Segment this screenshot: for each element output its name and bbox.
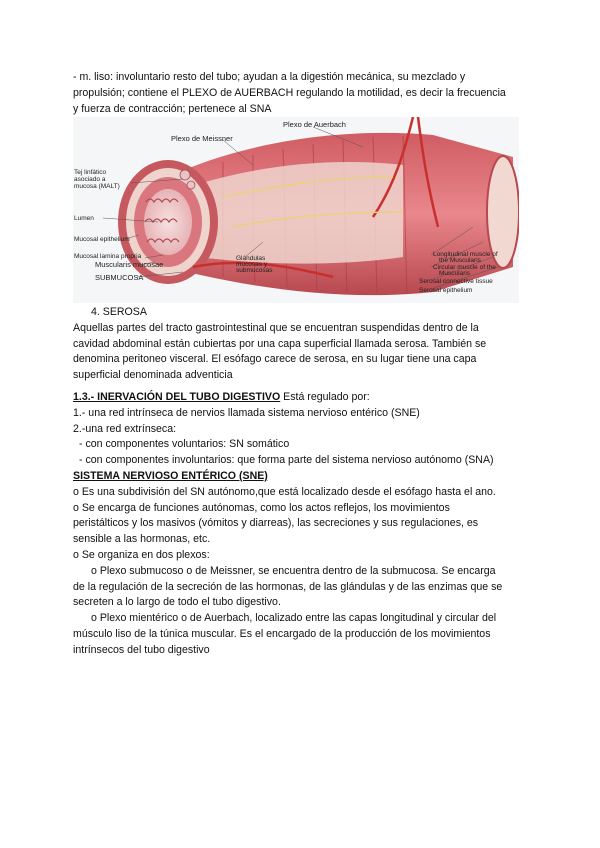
label-glandulas-3: submucosas [236, 267, 273, 274]
list-item: - con componentes involuntarios: que forma parte del sistema nervioso autónomo (SNA) [79, 454, 494, 467]
label-auerbach: Plexo de Auerbach [283, 120, 346, 129]
label-submucosa: SUBMUCOSA [95, 273, 144, 282]
heading-tail: Está regulado por: [280, 391, 370, 403]
label-mucosal-epithelium: Mucosal epithelium [74, 236, 130, 243]
text-line: peristálticos y los masivos (vómitos y diarreas), las secreciones y sus regulaciones, es [73, 517, 479, 530]
text-line: denomina peritoneo visceral. El esófago carece de serosa, en su lugar tiene una capa [73, 353, 477, 366]
list-item: 2.-una red extrínseca: [73, 422, 177, 435]
list-item: 1.- una red intrínseca de nervios llamada sistema nervioso entérico (SNE) [73, 406, 420, 419]
text-line: o Es una subdivisión del SN autónomo,que está localizado desde el esófago hasta el ano. [73, 485, 496, 498]
label-lumen: Lumen [74, 215, 94, 222]
section-heading: 4. SEROSA [91, 306, 147, 318]
text-line: de la regulación de la secreción de las hormonas, de las glándulas y de las enzimas que se [73, 580, 503, 593]
label-muscularis-mucosae: Muscularis mucosae [95, 260, 164, 269]
list-item: - con componentes voluntarios: SN somático [79, 438, 290, 451]
text-line: propulsión; contiene el PLEXO de AUERBACH regulando la motilidad, es decir la frecuencia [73, 86, 506, 99]
label-lamina-propria: Mucosal lamina propria [74, 253, 142, 260]
text-line: y fuerza de contracción; pertenece al SNA [73, 102, 272, 115]
section-heading: 1.3.- INERVACIÓN DEL TUBO DIGESTIVO [73, 391, 281, 403]
innervation-section [73, 390, 533, 659]
text-line: músculo liso de la túnica muscular. Es el encargado de la producción de los movimientos [73, 627, 491, 640]
label-circular-2: Muscularis [439, 270, 471, 277]
label-malt-2: asociado a [74, 176, 106, 183]
label-malt-3: mucosa (MALT) [74, 183, 120, 190]
label-glandulas-2: mucosas y [236, 261, 268, 268]
text-line: o Se organiza en dos plexos: [73, 548, 210, 561]
text-line: cavidad abdominal están cubiertas por una capa superficial llamada serosa. También se [73, 337, 487, 350]
text-line: intrínsecos del tubo digestivo [73, 643, 210, 656]
serosa-section [73, 305, 533, 384]
sne-heading-line [73, 469, 533, 485]
section-heading: SISTEMA NERVIOSO ENTÉRICO (SNE) [73, 469, 268, 482]
label-circular-1: Circular muscle of the [433, 264, 496, 271]
text-line: secreten a lo largo de todo el tubo digestivo. [73, 596, 281, 609]
text-line: Aquellas partes del tracto gastrointestinal que se encuentran suspendidas dentro de la [73, 321, 479, 334]
text-line: o Se encarga de funciones autónomas, como los actos reflejos, los movimientos [73, 501, 450, 514]
label-meissner: Plexo de Meissner [171, 134, 233, 143]
digestive-tube-illustration [73, 117, 519, 303]
text-line: - m. liso: involuntario resto del tubo; ayudan a la digestión mecánica, su mezclado y [73, 71, 466, 83]
label-longitudinal-2: the Muscularis [439, 257, 481, 264]
innervation-heading-line [73, 390, 533, 406]
label-glandulas-1: Glándulas [236, 255, 266, 262]
label-malt-1: Tej linfático [74, 169, 107, 176]
label-serosal-epithelium: Serosal epithelium [419, 287, 473, 294]
text-line: superficial denominada adventicia [73, 369, 233, 382]
text-line: sensible a las hormonas, etc. [73, 533, 211, 546]
label-longitudinal-1: Longitudinal muscle of [433, 251, 498, 258]
label-serosal-tissue: Serosal connective tissue [419, 278, 493, 285]
text-line: o Plexo submucoso o de Meissner, se encuentra dentro de la submucosa. Se encarga [91, 564, 496, 577]
text-line: o Plexo mientérico o de Auerbach, localizado entre las capas longitudinal y circular del [91, 612, 497, 625]
intro-paragraph [73, 70, 533, 117]
